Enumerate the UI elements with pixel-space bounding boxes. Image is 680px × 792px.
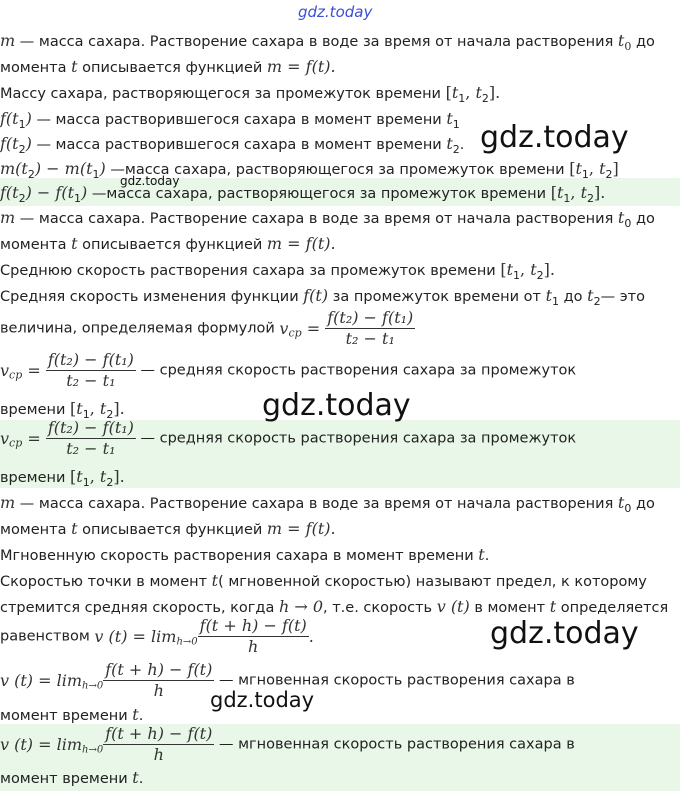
s1-line-4: $f(t_1)$ — масса растворившегося сахара в момент времени $t_1$	[0, 109, 460, 131]
formula-vcp-2: $\frac{\text{f(t₂) − f(t₁)}}{\text{t₂ − t₁}}$	[47, 350, 134, 390]
formula-inst-3: $\frac{f(t + h) - f(t)}{h}$	[105, 724, 213, 764]
s2-line-7: времени [$t_1$, $t_2$].	[0, 399, 125, 421]
s1-line-7: $f(t_2) - f(t_1)$ —масса сахара, растворяющегося за промежуток времени [$t_1$, $t_2$].	[0, 183, 606, 205]
s3-line-5: стремится средняя скорость, когда h → 0, т.е. скорость v (t) в момент t определяется	[0, 597, 669, 616]
s1-line-1: m — масса сахара. Растворение сахара в воде за время от начала растворения $t_0$ до	[0, 31, 655, 53]
math-m: m	[0, 31, 16, 50]
s3-line-8: момент времени t.	[0, 705, 144, 724]
formula-inst-2: $\frac{f(t + h) - f(t)}{h}$	[105, 660, 213, 700]
watermark-big-1: gdz.today	[480, 120, 629, 155]
s3-line-1: m — масса сахара. Растворение сахара в воде за время от начала растворения $t_0$ до	[0, 493, 655, 515]
s2-line-6: $v_{cp}$ = $\frac{\text{f(t₂) − f(t₁)}}{\text{t₂ − t₁}}$ — средняя скорость растворения сахара за промежуток	[0, 350, 577, 390]
s3-line-6: равенством v $(t) = \lim_{h\to 0}$ $\frac{f(t + h) - f(t)}{h}$ .	[0, 616, 314, 656]
formula-inst-1: $\frac{f(t + h) - f(t)}{h}$	[199, 616, 307, 656]
s2-line-1: m — масса сахара. Растворение сахара в воде за время от начала растворения $t_0$ до	[0, 208, 655, 230]
watermark-big-2: gdz.today	[262, 388, 411, 423]
s2-line-9: времени [$t_1$, $t_2$].	[0, 467, 125, 489]
watermark-mid-4: gdz.today	[210, 688, 315, 712]
s3-line-3: Мгновенную скорость растворения сахара в момент времени t.	[0, 545, 490, 564]
s2-line-2: момента t описывается функцией m = f(t).	[0, 234, 336, 253]
formula-vcp-3: $\frac{\text{f(t₂) − f(t₁)}}{\text{t₂ − t₁}}$	[47, 418, 134, 458]
s3-line-2: момента t описывается функцией m = f(t).	[0, 519, 336, 538]
formula-vcp-1: $\frac{\text{f(t₂) − f(t₁)}}{\text{t₂ − t₁}}$	[327, 308, 414, 348]
s1-line-5: $f(t_2)$ — масса растворившегося сахара в момент времени $t_2$.	[0, 134, 465, 156]
watermark-small-1: gdz.today	[120, 174, 180, 188]
s2-line-3: Среднюю скорость растворения сахара за промежуток времени [$t_1$, $t_2$].	[0, 260, 555, 282]
s1-line-2: момента t описывается функцией m = f(t).	[0, 57, 336, 76]
s1-line-6: $m(t_2) - m(t_1)$ —масса сахара, растворяющегося за промежуток времени [$t_1$, $t_2$]	[0, 159, 619, 181]
s3-line-10: момент времени t.	[0, 768, 144, 787]
s3-line-7: v $(t) = \lim_{h\to 0}$ $\frac{f(t + h) - f(t)}{h}$ — мгновенная скорость растворения сахара в	[0, 660, 575, 700]
s2-line-4: Средняя скорость изменения функции f(t) за промежуток времени от $t_1$ до $t_2—$ это	[0, 286, 645, 308]
s3-line-4: Скоростью точки в момент t( мгновенной скоростью) называют предел, к которому	[0, 571, 647, 590]
watermark-top: gdz.today	[298, 3, 373, 21]
watermark-big-3: gdz.today	[490, 616, 639, 651]
s2-line-8: $v_{cp}$ = $\frac{\text{f(t₂) − f(t₁)}}{\text{t₂ − t₁}}$ — средняя скорость растворения сахара за промежуток	[0, 418, 577, 458]
s1-line-3: Массу сахара, растворяющегося за промежуток времени [$t_1$, $t_2$].	[0, 83, 501, 105]
s2-line-5: величина, определяемая формулой $v_{cp}$ = $\frac{\text{f(t₂) − f(t₁)}}{\text{t₂ − t₁}}$	[0, 308, 414, 348]
s3-line-9: v $(t) = \lim_{h\to 0}$ $\frac{f(t + h) - f(t)}{h}$ — мгновенная скорость растворения сахара в	[0, 724, 575, 764]
